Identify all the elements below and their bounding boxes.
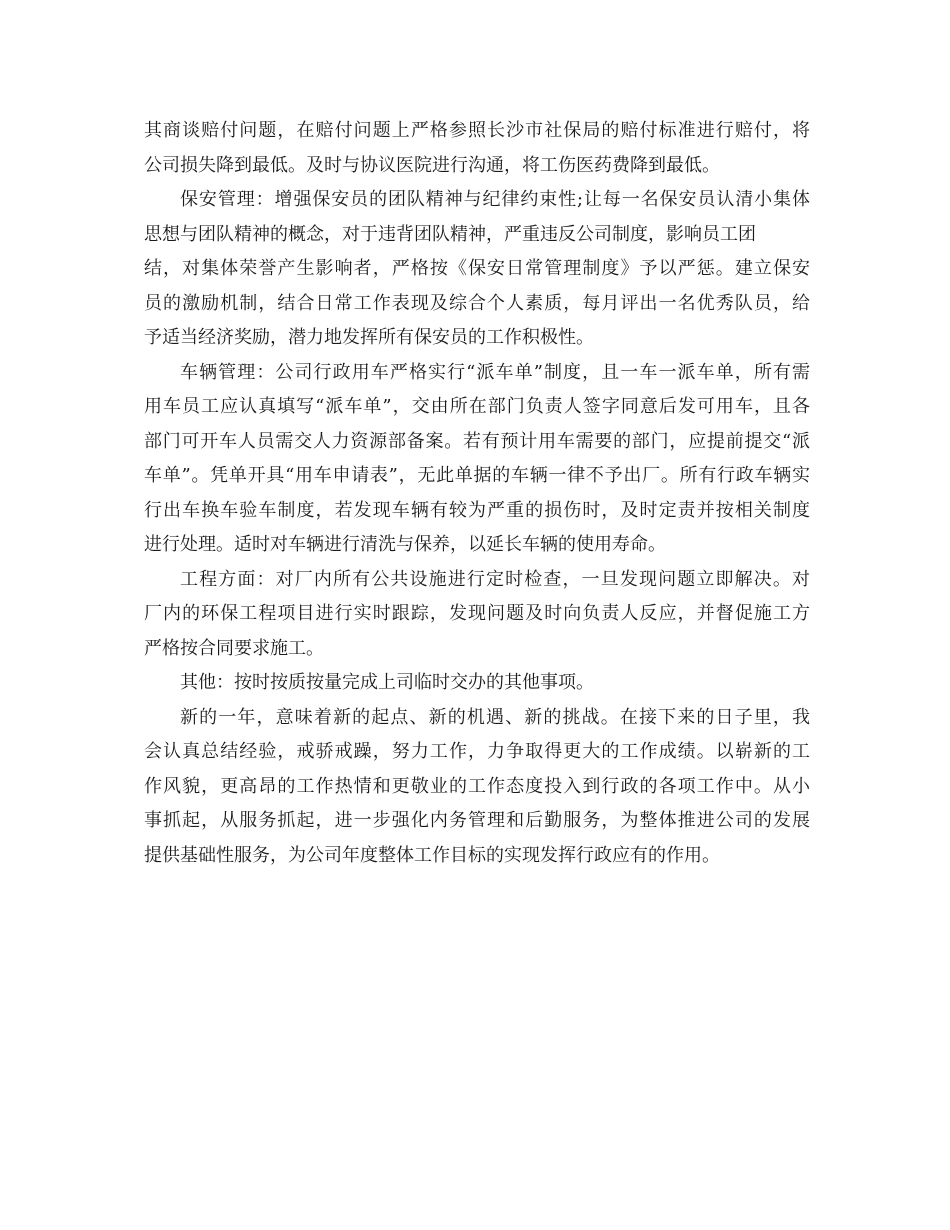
- text-line: 进行处理。适时对车辆进行清洗与保养，以延长车辆的使用寿命。: [144, 534, 666, 555]
- text-line: 思想与团队精神的概念，对于违背团队精神，严重违反公司制度，影响员工团: [144, 223, 756, 245]
- text-line: 予适当经济奖励，潜力地发挥所有保安员的工作积极性。: [144, 327, 594, 348]
- text-line: 部门可开车人员需交人力资源部备案。若有预计用车需要的部门，应提前提交“派: [144, 430, 810, 452]
- text-line: 车单”。凭单开具“用车申请表”，无此单据的车辆一律不予出厂。所有行政车辆实: [144, 465, 810, 486]
- text-line: 其他：按时按质按量完成上司临时交办的其他事项。: [180, 672, 594, 693]
- text-line: 行出车换车验车制度，若发现车辆有较为严重的损伤时，及时定责并按相关制度: [144, 499, 810, 521]
- text-line: 员的激励机制，结合日常工作表现及综合个人素质，每月评出一名优秀队员，给: [144, 292, 810, 314]
- text-line: 厂内的环保工程项目进行实时跟踪，发现问题及时向负责人反应，并督促施工方: [144, 603, 810, 624]
- text-line: 会认真总结经验，戒骄戒躁，努力工作，力争取得更大的工作成绩。以崭新的工: [144, 741, 810, 762]
- text-line: 用车员工应认真填写“派车单”，交由所在部门负责人签字同意后发可用车，且各: [144, 396, 810, 417]
- text-line: 提供基础性服务，为公司年度整体工作目标的实现发挥行政应有的作用。: [144, 844, 720, 866]
- text-line: 新的一年，意味着新的起点、新的机遇、新的挑战。在接下来的日子里，我: [180, 706, 810, 728]
- text-line: 公司损失降到最低。及时与协议医院进行沟通，将工伤医药费降到最低。: [144, 154, 720, 176]
- text-line: 其商谈赔付问题，在赔付问题上严格参照长沙市社保局的赔付标准进行赔付，将: [144, 120, 810, 141]
- text-line: 作风貌，更高昂的工作热情和更敬业的工作态度投入到行政的各项工作中。从小: [144, 775, 810, 797]
- text-line: 保安管理：增强保安员的团队精神与纪律约束性;让每一名保安员认清小集体: [180, 189, 810, 210]
- text-line: 工程方面：对厂内所有公共设施进行定时检查，一旦发现问题立即解决。对: [180, 568, 810, 590]
- text-line: 车辆管理：公司行政用车严格实行“派车单”制度，且一车一派车单，所有需: [180, 361, 810, 383]
- text-line: 严格按合同要求施工。: [144, 637, 324, 659]
- text-line: 事抓起，从服务抓起，进一步强化内务管理和后勤服务，为整体推进公司的发展: [144, 810, 810, 831]
- document-body: [144, 114, 810, 873]
- text-line: 结，对集体荣誉产生影响者，严格按《保安日常管理制度》予以严惩。建立保安: [144, 258, 810, 279]
